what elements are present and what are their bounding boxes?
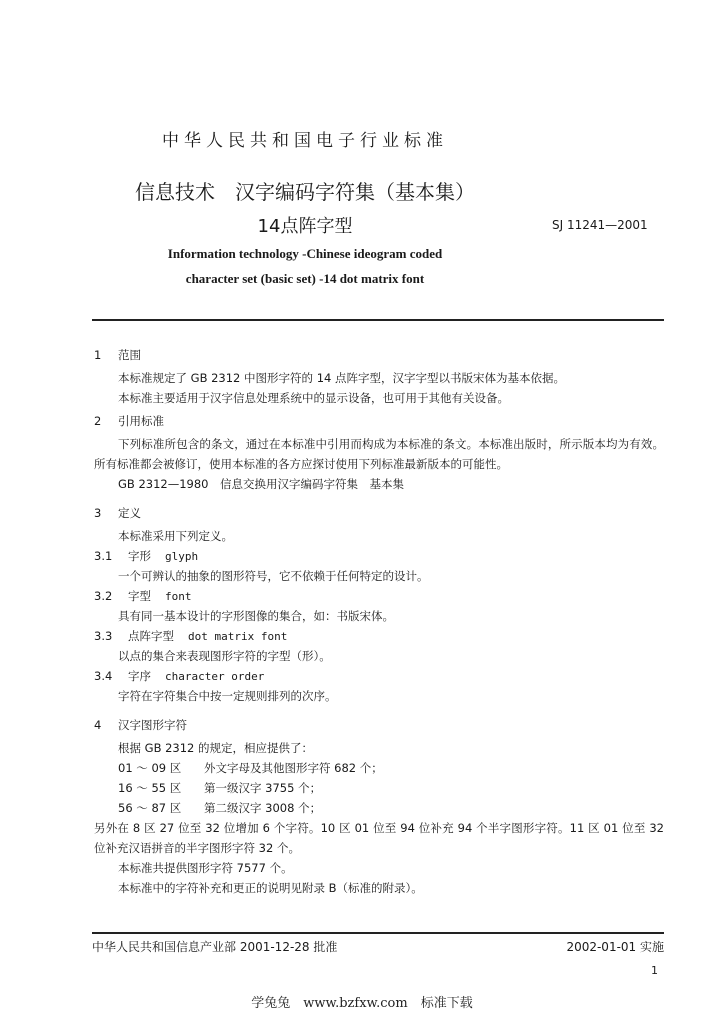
code-range: 56 ～ 87 区 [118, 801, 182, 815]
section-number: 2 [94, 414, 102, 428]
code-range-row [94, 798, 664, 818]
normative-reference: GB 2312—1980 信息交换用汉字编码字符集 基本集 [118, 477, 404, 491]
paragraph: 本标准共提供图形字符 7577 个。 [118, 861, 293, 875]
code-range-desc: 第二级汉字 3008 个； [204, 801, 322, 815]
standard-title-cn: 信息技术 汉字编码字符集（基本集） [135, 180, 475, 204]
code-range-row [94, 758, 664, 778]
page-number: 1 [651, 964, 658, 977]
section-heading-2 [94, 408, 664, 434]
footer-rule [92, 932, 664, 934]
section-title: 定义 [118, 506, 141, 520]
section-heading-4 [94, 712, 664, 738]
definition-term-en: glyph [165, 550, 199, 563]
section-title: 引用标准 [118, 414, 164, 428]
standard-subtitle-cn: 14点阵字型 [257, 216, 353, 237]
paragraph: 本标准规定了 GB 2312 中图形字符的 14 点阵字型，汉字字型以书版宋体为基本依据。 [118, 371, 565, 385]
code-range: 16 ～ 55 区 [118, 781, 182, 795]
paragraph: 根据 GB 2312 的规定，相应提供了： [118, 741, 314, 755]
definition-text: 字符在字符集合中按一定规则排列的次序。 [118, 689, 337, 703]
definition-term-en: dot matrix font [188, 630, 288, 643]
standard-number: SJ 11241—2001 [552, 218, 648, 232]
paragraph: 本标准中的字符补充和更正的说明见附录 B（标准的附录）。 [118, 881, 423, 895]
approval-info: 中华人民共和国信息产业部 2001-12-28 批准 [92, 940, 338, 954]
paragraph: 下列标准所包含的条文，通过在本标准中引用而构成为本标准的条文。本标准出版时，所示版本均为有效。所有标准都会被修订，使用本标准的各方应探讨使用下列标准最新版本的可能性。 [94, 437, 664, 471]
definition-number: 3.1 [94, 549, 113, 563]
definition-number: 3.2 [94, 589, 113, 603]
paragraph: 本标准采用下列定义。 [118, 529, 233, 543]
standard-title-en-line1: Information technology -Chinese ideogram coded [167, 246, 443, 261]
standard-title-en-line2: character set (basic set) -14 dot matrix font [185, 271, 425, 286]
issuing-body-title: 中华人民共和国电子行业标准 [162, 131, 448, 151]
definition-number: 3.4 [94, 669, 113, 683]
definition-heading [94, 586, 664, 606]
section-heading-3 [94, 500, 664, 526]
site-watermark: 学兔兔 www.bzfxw.com 标准下载 [251, 996, 473, 1011]
definition-heading [94, 546, 664, 566]
definition-term: 点阵字型 [128, 629, 174, 643]
header-rule [92, 319, 664, 321]
section-number: 3 [94, 506, 102, 520]
section-number: 4 [94, 718, 102, 732]
definition-term: 字形 [128, 549, 151, 563]
definition-term-en: character order [165, 670, 265, 683]
code-range-desc: 第一级汉字 3755 个； [204, 781, 322, 795]
paragraph: 本标准主要适用于汉字信息处理系统中的显示设备，也可用于其他有关设备。 [118, 391, 509, 405]
definition-term: 字序 [128, 669, 151, 683]
definition-heading [94, 626, 664, 646]
document-body [94, 342, 664, 898]
code-range-row [94, 778, 664, 798]
definition-heading [94, 666, 664, 686]
section-title: 汉字图形字符 [118, 718, 187, 732]
paragraph: 另外在 8 区 27 位至 32 位增加 6 个字符。10 区 01 位至 94 位补充 94 个半字图形字符。11 区 01 位至 32 位补充汉语拼音的半字图形字符 32 个。 [94, 821, 664, 855]
definition-number: 3.3 [94, 629, 113, 643]
section-number: 1 [94, 348, 102, 362]
code-range-desc: 外文字母及其他图形字符 682 个； [204, 761, 383, 775]
definition-term-en: font [165, 590, 192, 603]
definition-text: 具有同一基本设计的字形图像的集合，如：书版宋体。 [118, 609, 394, 623]
section-heading-1 [94, 342, 664, 368]
code-range: 01 ～ 09 区 [118, 761, 182, 775]
definition-text: 以点的集合来表现图形字符的字型（形）。 [118, 649, 331, 663]
definition-text: 一个可辨认的抽象的图形符号，它不依赖于任何特定的设计。 [118, 569, 429, 583]
section-title: 范围 [118, 348, 141, 362]
definition-term: 字型 [128, 589, 151, 603]
implementation-date: 2002-01-01 实施 [566, 940, 664, 954]
